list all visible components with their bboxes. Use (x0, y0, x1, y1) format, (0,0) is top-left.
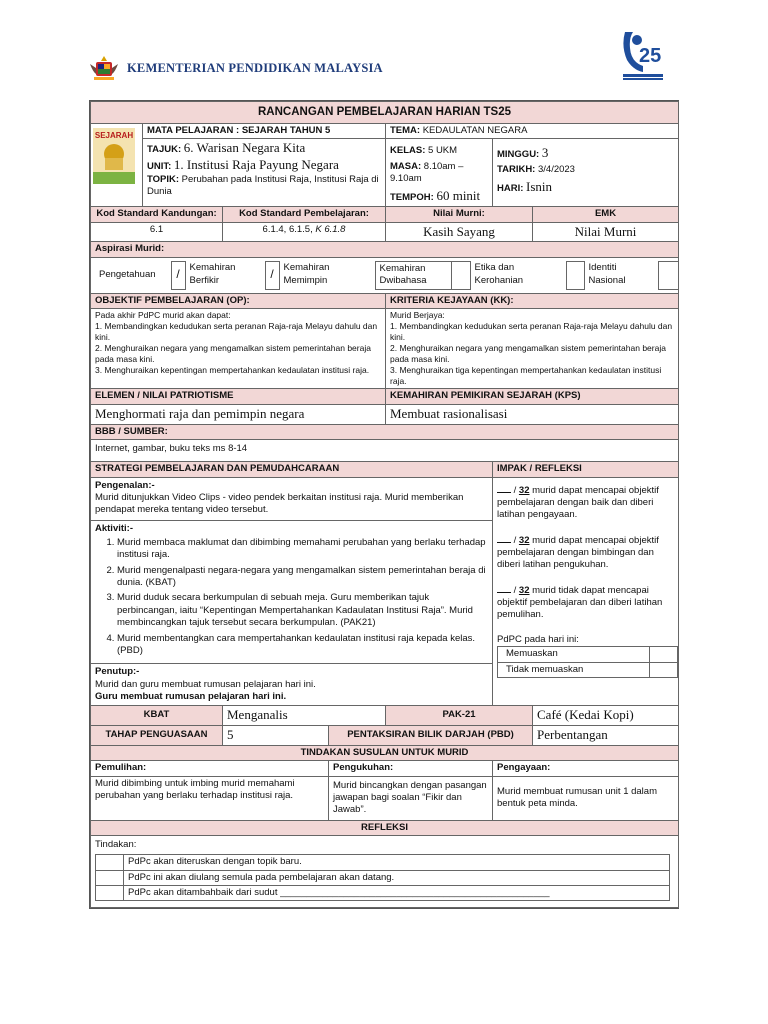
penutup-label: Penutup:- (95, 666, 140, 678)
pengukuhan-header: Pengukuhan: (329, 761, 493, 776)
impak-item-1: / 32 murid dapat mencapai objektif pembelajaran dengan baik dan diberi latihan pengayaan. (497, 484, 659, 521)
impak-item-2: / 32 murid dapat mencapai objektif pembelajaran dengan bimbingan dan diberi latihan pengukuhan. (497, 534, 659, 571)
kk-label: KRITERIA KEJAYAAN (KK): (386, 293, 679, 308)
refleksi-checkbox[interactable] (96, 855, 124, 870)
aktiviti-item: 1. Murid membaca maklumat dan dibimbing memahami perubahan yang berlaku terhadap institusi raja. (117, 537, 488, 562)
aspirasi-memimpin: Kemahiran Memimpin (283, 262, 330, 286)
op-item-3: 3. Menghuraikan kepentingan mempertahankan kedaulatan institusi raja. (95, 365, 370, 376)
hari-label: HARI: (497, 182, 524, 194)
tema-label: TEMA: (390, 124, 421, 136)
kbat-label: KBAT (91, 706, 223, 726)
pbd-value: Perbentangan (533, 726, 679, 746)
pak21-value: Café (Kedai Kopi) (533, 706, 679, 726)
masa-label: MASA: (390, 160, 422, 172)
topik-value: Perubahan pada Institusi Raja, Institusi Raja di Dunia (147, 174, 379, 198)
pengayaan-header: Pengayaan: (493, 761, 679, 776)
bbb-label: BBB / SUMBER: (91, 424, 679, 439)
op-label: OBJEKTIF PEMBELAJARAN (OP): (91, 293, 386, 308)
tempoh-label: TEMPOH: (390, 192, 434, 204)
kelas-value: 5 UKM (428, 145, 458, 157)
aktiviti-item: 3. Murid duduk secara berkumpulan di sebuah meja. Guru memberikan tajuk perbincangan, iaitu “Kepentingan Mempertahankan Kadaulatan Institusi Raja”. Murid membincangkan tajuk tersebut secara berkumpulan. (PAK21) (117, 592, 488, 629)
malaysia-crest-icon (88, 54, 120, 82)
page-header (0, 0, 768, 100)
minggu-label: MINGGU: (497, 149, 540, 161)
kbat-value: Menganalis (223, 706, 386, 726)
tarikh-label: TARIKH: (497, 164, 536, 176)
kk-intro: Murid Berjaya: (390, 310, 445, 321)
aspirasi-tick-5[interactable] (566, 261, 584, 289)
tajuk-label: TAJUK: (147, 144, 182, 156)
ministry-name: KEMENTERIAN PENDIDIKAN MALAYSIA (127, 61, 383, 75)
emk-value: Nilai Murni (533, 222, 679, 242)
impak-item-3: / 32 murid tidak dapat mencapai objektif pembelajaran dan diberi latihan pemulihan. (497, 584, 663, 621)
refleksi-option: PdPc ini akan diulang semula pada pembelajaran akan datang. (124, 870, 670, 885)
refleksi-option: PdPc akan ditambahbaik dari sudut ___________________________________________________ (124, 886, 670, 901)
kps-value: Membuat rasionalisasi (386, 404, 679, 424)
aktiviti-list (95, 537, 488, 657)
aspirasi-identiti: Identiti Nasional (588, 262, 626, 286)
pemulihan-value: Murid dibimbing untuk imbing murid memahami perubahan yang berlaku terhadap institusi raja. (91, 776, 329, 820)
topik-label: TOPIK: (147, 174, 180, 186)
aktiviti-label: Aktiviti:- (95, 522, 133, 534)
refleksi-label: REFLEKSI (91, 820, 679, 835)
std-kandungan-header: Kod Standard Kandungan: (91, 207, 223, 222)
tema-value: KEDAULATAN NEGARA (422, 124, 528, 136)
ts25-logo-icon (617, 26, 667, 84)
refleksi-checkbox[interactable] (96, 870, 124, 885)
kk-item-3: 3. Menghuraikan tiga kepentingan mempertahankan kedaulatan institusi raja. (390, 365, 662, 387)
masa-value: 8.10am – 9.10am (390, 160, 464, 184)
pdpc-options (497, 646, 678, 678)
elemen-value: Menghormati raja dan pemimpin negara (91, 404, 386, 424)
subject-label: MATA PELAJARAN : SEJARAH TAHUN 5 (143, 123, 386, 138)
std-kandungan-value: 6.1 (91, 222, 223, 242)
op-item-1: 1. Membandingkan kedudukan serta peranan Raja-raja Melayu dahulu dan kini. (95, 321, 378, 343)
cover-title: SEJARAH (94, 130, 134, 140)
pemulihan-header: Pemulihan: (91, 761, 329, 776)
std-pembelajaran-value: 6.1.4, 6.1.5, K 6.1.8 (223, 222, 386, 242)
aspirasi-etika: Etika dan Kerohanian (474, 262, 524, 286)
kk-item-2: 2. Menghuraikan negara yang mengamalkan sistem pemerintahan beraja pada masa kini. (390, 343, 666, 365)
refleksi-option: PdPc akan diteruskan dengan topik baru. (124, 855, 670, 870)
aspirasi-tick-2[interactable]: / (265, 261, 279, 289)
pengenalan-text: Murid ditunjukkan Video Clips - video pendek berkaitan institusi raja. Murid memberikan pendapat mereka tentang video tersebut. (95, 492, 464, 516)
penutup-text-2: Guru membuat rumusan pelajaran hari ini. (95, 690, 287, 702)
aspirasi-tick-6[interactable] (658, 261, 678, 289)
bbb-value: Internet, gambar, buku teks ms 8-14 (91, 440, 679, 462)
op-intro: Pada akhir PdPC murid akan dapat: (95, 310, 231, 321)
plan-title: RANCANGAN PEMBELAJARAN HARIAN TS25 (91, 102, 679, 124)
nilai-murni-header: Nilai Murni: (386, 207, 533, 222)
memuaskan-checkbox[interactable] (650, 647, 678, 662)
elemen-label: ELEMEN / NILAI PATRIOTISME (91, 389, 386, 404)
kps-label: KEMAHIRAN PEMIKIRAN SEJARAH (KPS) (386, 389, 679, 404)
unit-value: 1. Institusi Raja Payung Negara (173, 157, 339, 173)
refleksi-options (95, 854, 670, 901)
unit-label: UNIT: (147, 161, 172, 173)
emk-header: EMK (533, 207, 679, 222)
aspirasi-label: Aspirasi Murid: (91, 242, 679, 257)
aspirasi-berfikir: Kemahiran Berfikir (189, 262, 236, 286)
tarikh-value: 3/4/2023 (537, 164, 575, 176)
pengayaan-value: Murid membuat rumusan unit 1 dalam bentuk peta minda. (493, 776, 679, 820)
std-pembelajaran-header: Kod Standard Pembelajaran: (223, 207, 386, 222)
nilai-murni-value: Kasih Sayang (386, 222, 533, 242)
lesson-plan-sheet (89, 100, 679, 909)
tahap-value: 5 (223, 726, 329, 746)
pak21-label: PAK-21 (386, 706, 533, 726)
penutup-text-1: Murid dan guru membuat rumusan pelajaran hari ini. (95, 678, 316, 690)
pengenalan-label: Pengenalan:- (95, 479, 155, 491)
aspirasi-tick-4[interactable] (451, 261, 470, 289)
strategi-label: STRATEGI PEMBELAJARAN DAN PEMUDAHCARAAN (91, 462, 493, 477)
aspirasi-tick-1[interactable]: / (171, 261, 185, 289)
textbook-cover-image (93, 128, 135, 184)
impak-label: IMPAK / REFLEKSI (493, 462, 679, 477)
tempoh-value: 60 minit (436, 188, 481, 204)
aspirasi-dwibahasa: Kemahiran Dwibahasa (375, 261, 451, 289)
memuaskan-label: Memuaskan (498, 647, 650, 662)
tajuk-value: 6. Warisan Negara Kita (183, 140, 306, 156)
logo-number: 25 (639, 45, 662, 67)
aspirasi-table (95, 261, 679, 290)
aktiviti-item: 2. Murid mengenalpasti negara-negara yang mengamalkan sistem pemerintahan beraja di dunia. (KBAT) (117, 565, 488, 590)
pdpc-label: PdPC pada hari ini: (497, 633, 579, 645)
pengukuhan-value: Murid bincangkan dengan pasangan jawapan bagi soalan “Fikir dan Jawab”. (329, 776, 493, 820)
pbd-label: PENTAKSIRAN BILIK DARJAH (PBD) (329, 726, 533, 746)
tahap-label: TAHAP PENGUASAAN (91, 726, 223, 746)
minggu-value: 3 (541, 145, 549, 161)
hari-value: Isnin (526, 178, 553, 194)
op-item-2: 2. Menghuraikan negara yang mengamalkan sistem pemerintahan beraja pada masa kini. (95, 343, 371, 365)
aspirasi-pengetahuan: Pengetahuan (99, 269, 156, 281)
tindakan-label: Tindakan: (95, 839, 137, 851)
refleksi-checkbox[interactable] (96, 886, 124, 901)
tidak-memuaskan-label: Tidak memuaskan (498, 662, 650, 677)
tidak-memuaskan-checkbox[interactable] (650, 662, 678, 677)
aktiviti-item: 4. Murid membentangkan cara mempertahankan kedaulatan institusi raja kepada kelas. (PBD) (117, 633, 488, 658)
kelas-label: KELAS: (390, 145, 426, 157)
kk-item-1: 1. Membandingkan kedudukan serta peranan Raja-raja Melayu dahulu dan kini. (390, 321, 673, 343)
tindakan-susulan-label: TINDAKAN SUSULAN UNTUK MURID (91, 746, 679, 761)
